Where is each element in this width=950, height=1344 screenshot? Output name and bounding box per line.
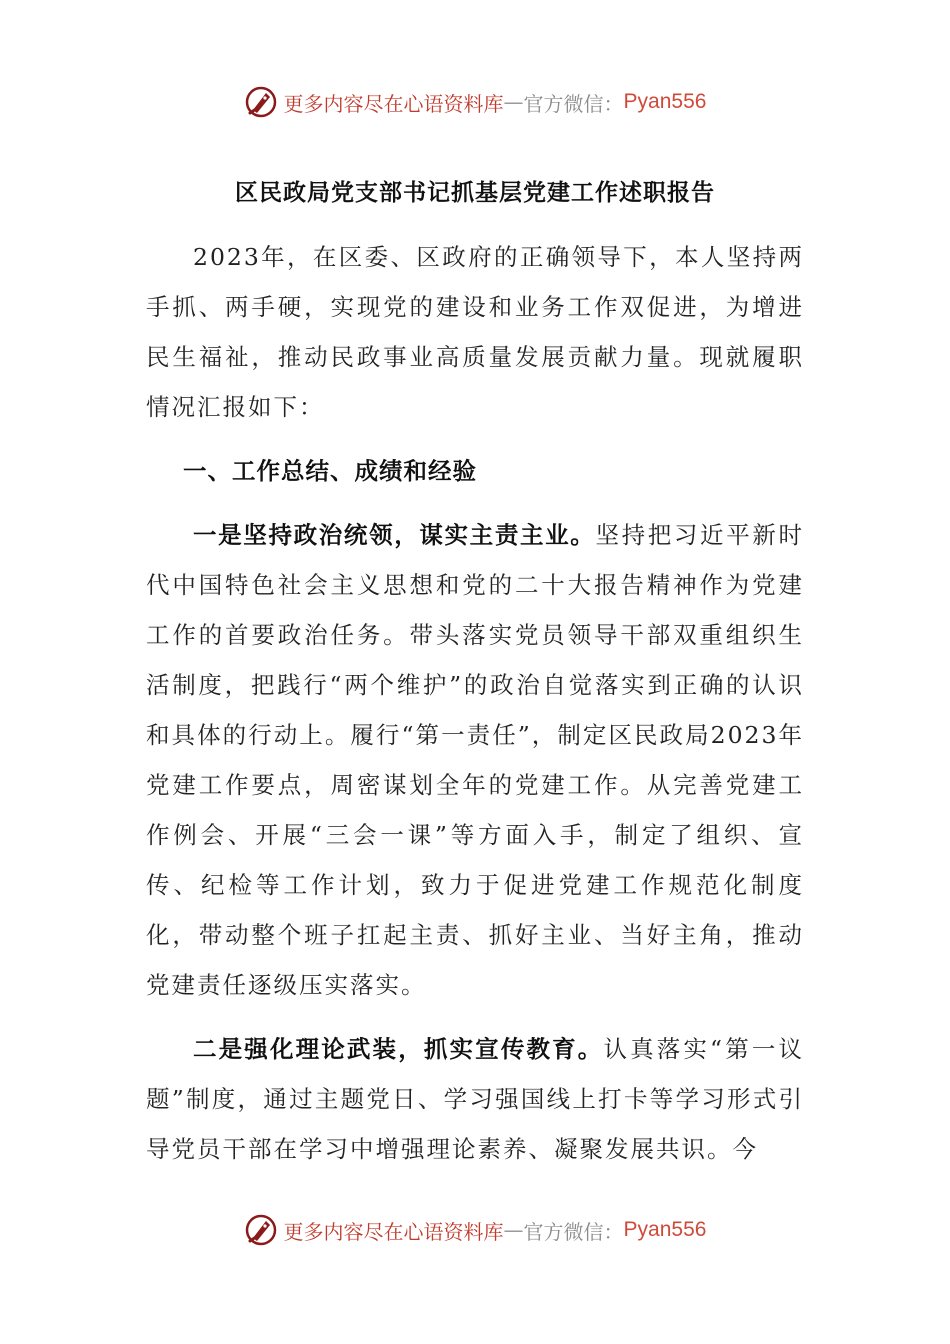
watermark-banner-top — [0, 80, 950, 124]
intro-paragraph: 2023年，在区委、区政府的正确领导下，本人坚持两手抓、两手硬，实现党的建设和业务工作双促进，为增进民生福祉，推动民政事业高质量发展贡献力量。现就履职情况汇报如下： — [146, 243, 804, 421]
watermark-wechat-id: Pyan556 — [623, 90, 707, 113]
watermark-wechat-id: Pyan556 — [623, 1218, 707, 1241]
document-title: 区民政局党支部书记抓基层党建工作述职报告 — [235, 180, 715, 206]
item-two-paragraph — [146, 1024, 804, 1174]
watermark-wechat-label: 官方微信： — [523, 91, 624, 116]
item-one-paragraph — [146, 510, 804, 1010]
pen-nib-seal-icon — [244, 1213, 278, 1247]
pen-nib-seal-icon — [244, 85, 278, 119]
watermark-separator: — — [503, 1218, 524, 1242]
item-two-lead: 二是强化理论武装，抓实宣传教育。 — [193, 1035, 604, 1063]
watermark-site-text: 更多内容尽在心语资料库 — [283, 91, 504, 116]
watermark-banner-bottom — [0, 1208, 950, 1252]
item-two-body: 认真落实“第一议题”制度，通过主题党日、学习强国线上打卡等学习形式引导党员干部在学习中增强理论素养、凝聚发展共识。今 — [146, 1035, 805, 1163]
item-one-body: 坚持把习近平新时代中国特色社会主义思想和党的二十大报告精神作为党建工作的首要政治任务。带头落实党员领导干部双重组织生活制度，把践行“两个维护”的政治自觉落实到正确的认识和具体的行动上。履行“第一责任”，制定区民政局2023年党建工作要点，周密谋划全年的党建工作。从完善党建工作例会、开展“三会一课”等方面入手，制定了组织、宣传、纪检等工作计划，致力于促进党建工作规范化制度化，带动整个班子扛起主责、抓好主业、当好主角，推动党建责任逐级压实落实。 — [146, 521, 805, 999]
item-one-lead: 一是坚持政治统领，谋实主责主业。 — [193, 521, 596, 549]
watermark-wechat-label: 官方微信： — [523, 1219, 624, 1244]
section-heading: 一、工作总结、成绩和经验 — [183, 457, 477, 485]
document-body — [146, 232, 804, 1188]
watermark-separator: — — [503, 90, 524, 114]
watermark-site-text: 更多内容尽在心语资料库 — [283, 1219, 504, 1244]
